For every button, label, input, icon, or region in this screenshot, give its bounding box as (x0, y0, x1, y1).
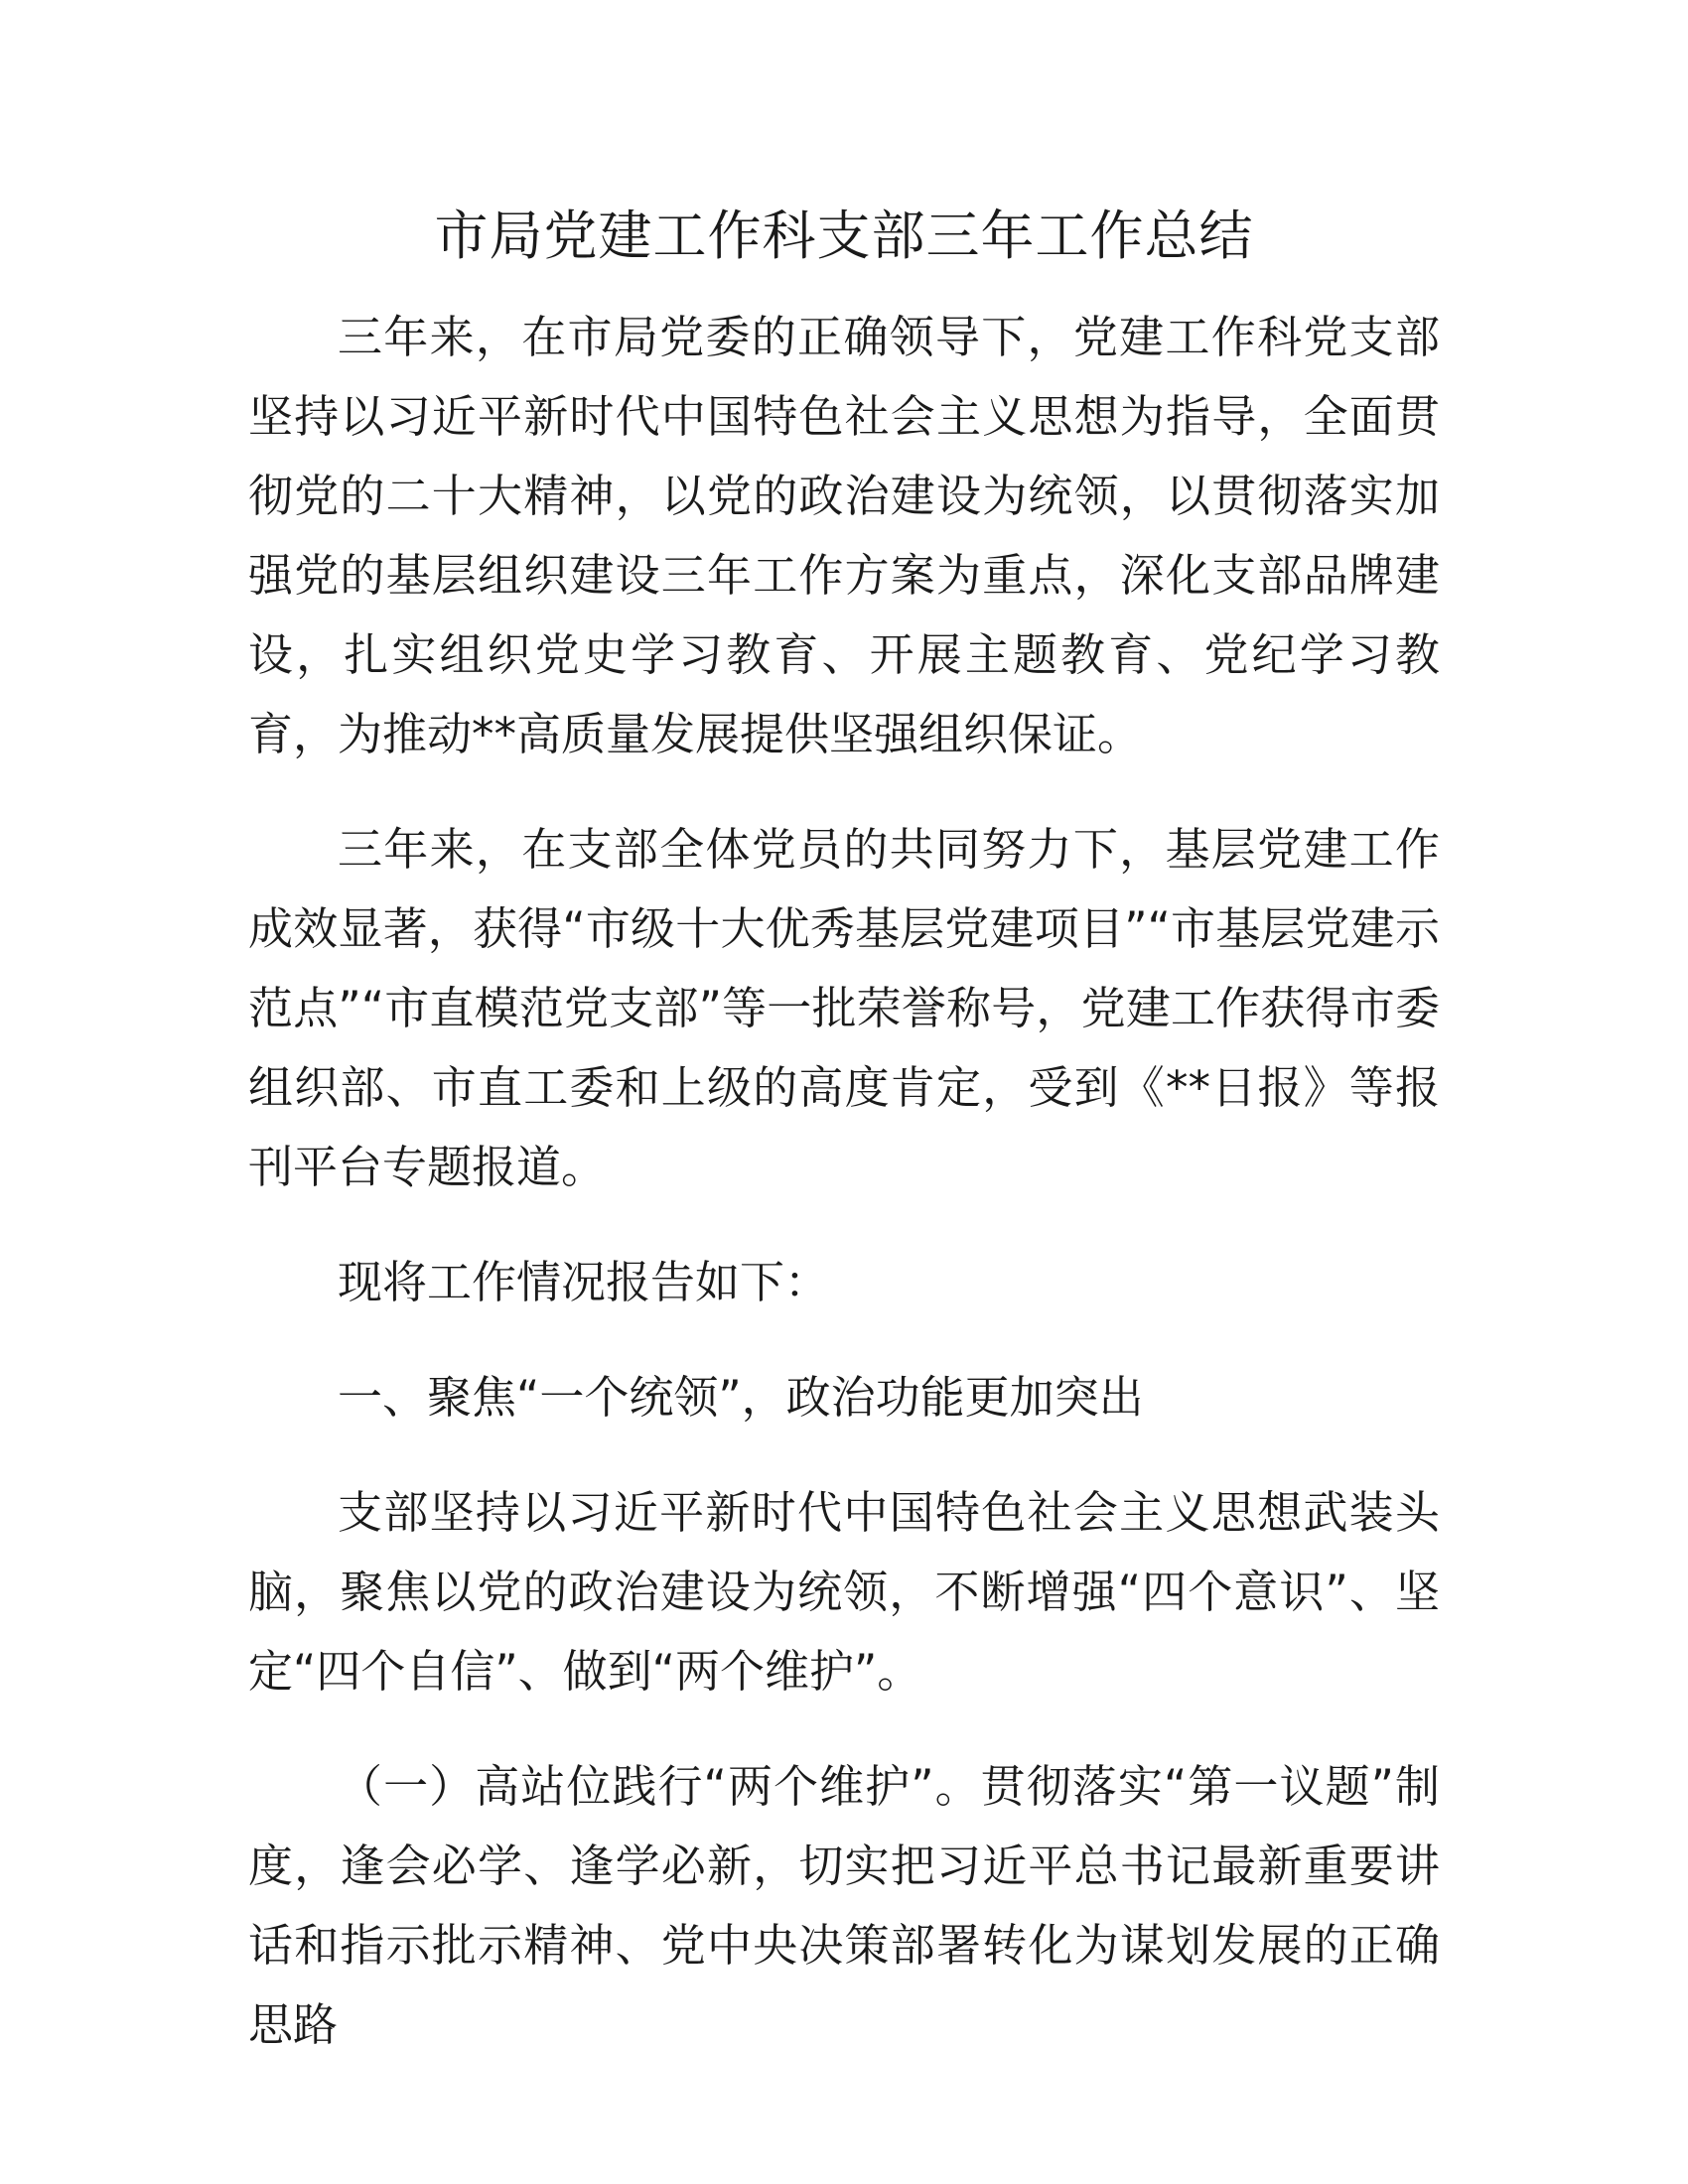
paragraph-report-lead: 现将工作情况报告如下： (338, 1256, 830, 1308)
document-body (248, 298, 1440, 2101)
paragraph-intro: 三年来，在市局党委的正确领导下，党建工作科党支部坚持以习近平新时代中国特色社会主义思想为指导，全面贯彻党的二十大精神，以党的政治建设为统领，以贯彻落实加强党的基层组织建设三年工作方案为重点，深化支部品牌建设，扎实组织党史学习教育、开展主题教育、党纪学习教育，为推动**高质量发展提供坚强组织保证。 (248, 311, 1440, 760)
paragraph-section-1-intro: 支部坚持以习近平新时代中国特色社会主义思想武装头脑，聚焦以党的政治建设为统领，不断增强“四个意识”、坚定“四个自信”、做到“两个维护”。 (248, 1486, 1440, 1698)
paragraph-achievements: 三年来，在支部全体党员的共同努力下，基层党建工作成效显著，获得“市级十大优秀基层党建项目”“市基层党建示范点”“市直模范党支部”等一批荣誉称号，党建工作获得市委组织部、市直工委和上级的高度肯定，受到《**日报》等报刊平台专题报道。 (248, 823, 1440, 1193)
paragraph-subsection-1: （一）高站位践行“两个维护”。贯彻落实“第一议题”制度，逢会必学、逢学必新，切实把习近平总书记最新重要讲话和指示批示精神、党中央决策部署转化为谋划发展的正确思路 (248, 1760, 1440, 2051)
document-title: 市局党建工作科支部三年工作总结 (434, 205, 1254, 267)
section-heading-1: 一、聚焦“一个统领”，政治功能更加突出 (338, 1371, 1144, 1424)
